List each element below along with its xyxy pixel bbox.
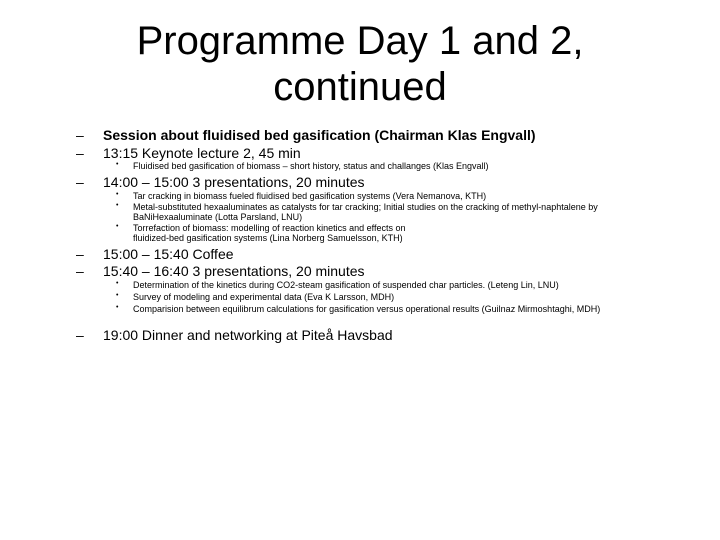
bullet-marker: • bbox=[116, 304, 119, 311]
title-line-1: Programme Day 1 and 2, bbox=[136, 19, 584, 63]
agenda-subitem-text: Fluidised bed gasification of biomass – short history, status and challanges (Klas Engvall) bbox=[133, 161, 489, 171]
dash-marker: – bbox=[76, 327, 84, 343]
bullet-marker: • bbox=[116, 191, 119, 198]
agenda-item-text: 15:00 – 15:40 Coffee bbox=[103, 246, 234, 262]
agenda-subitem-text: Comparision between equilibrum calculations for gasification versus operational results (Guilnaz Mirmoshtaghi, MDH) bbox=[133, 304, 601, 314]
bullet-marker: • bbox=[116, 223, 119, 230]
dash-marker: – bbox=[76, 246, 84, 262]
title-line-2: continued bbox=[273, 65, 447, 109]
agenda-subitem-text: Survey of modeling and experimental data (Eva K Larsson, MDH) bbox=[133, 292, 395, 302]
agenda-subitem-text: Tar cracking in biomass fueled fluidised bed gasification systems (Vera Nemanova, KTH) bbox=[133, 191, 487, 201]
agenda-subitem-text: Torrefaction of biomass: modelling of reaction kinetics and effects on fluidized-bed gasification systems (Lina Norberg Samuelsson, KTH) bbox=[133, 223, 406, 243]
agenda-item-text: 15:40 – 16:40 3 presentations, 20 minutes bbox=[103, 263, 365, 279]
bullet-marker: • bbox=[116, 292, 119, 299]
dash-marker: – bbox=[76, 263, 84, 279]
agenda-item-text: 13:15 Keynote lecture 2, 45 min bbox=[103, 145, 301, 161]
dash-marker: – bbox=[76, 174, 84, 190]
agenda-item-text: Session about fluidised bed gasification (Chairman Klas Engvall) bbox=[103, 127, 536, 143]
agenda-subitem-text: Determination of the kinetics during CO2-steam gasification of suspended char particles. (Leteng Lin, LNU) bbox=[133, 280, 559, 290]
agenda-item-text: 14:00 – 15:00 3 presentations, 20 minutes bbox=[103, 174, 365, 190]
slide-title bbox=[60, 18, 660, 110]
dash-marker: – bbox=[76, 127, 84, 143]
bullet-marker: • bbox=[116, 202, 119, 209]
agenda-subitem-text: Metal-substituted hexaaluminates as catalysts for tar cracking; Initial studies on the cracking of methyl-naphtalene by BaNiHexaaluminate (Lotta Parsland, LNU) bbox=[133, 202, 598, 222]
dash-marker: – bbox=[76, 145, 84, 161]
agenda-item-text: 19:00 Dinner and networking at Piteå Havsbad bbox=[103, 327, 393, 343]
bullet-marker: • bbox=[116, 280, 119, 287]
bullet-marker: • bbox=[116, 161, 119, 168]
